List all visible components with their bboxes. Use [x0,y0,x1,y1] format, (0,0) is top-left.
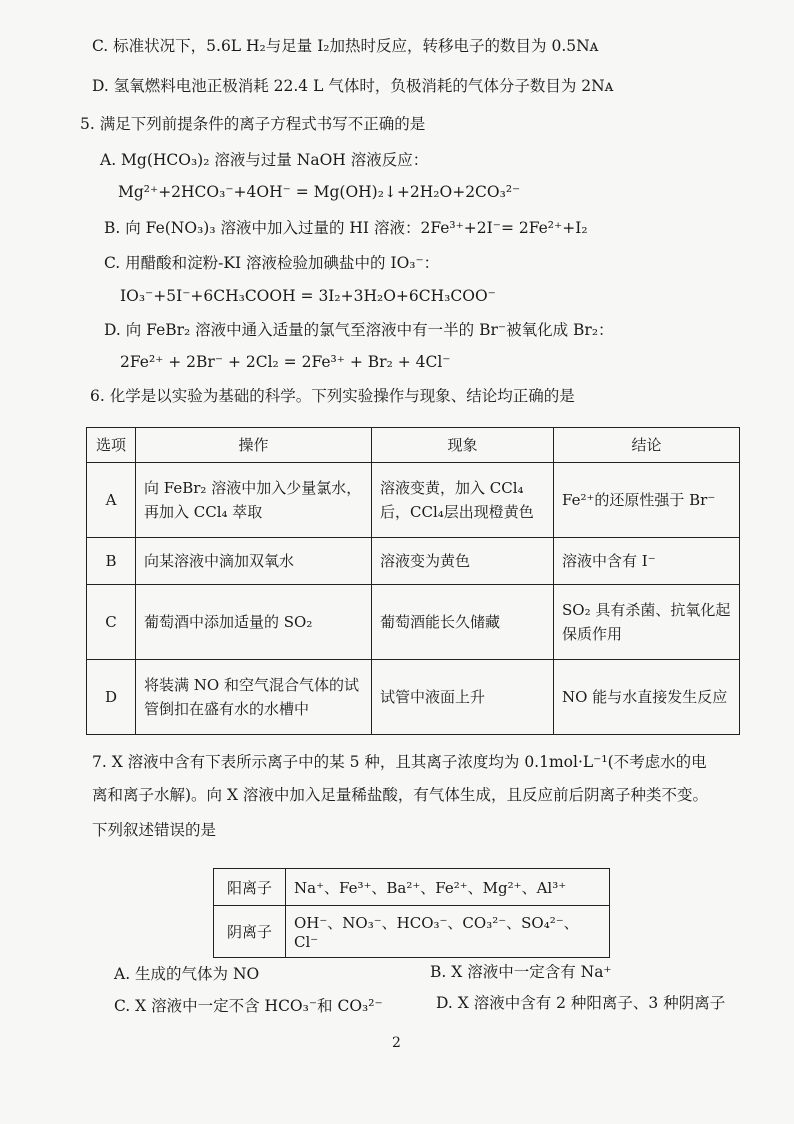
q7-option-a: A. 生成的气体为 NO [114,965,260,983]
row-operation: 葡萄酒中添加适量的 SO₂ [136,585,372,660]
row-option: A [87,463,136,538]
row-phenomenon: 试管中液面上升 [372,660,554,735]
q5-option-c-equation: IO₃⁻+5I⁻+6CH₃COOH = 3I₂+3H₂O+6CH₃COO⁻ [120,287,496,305]
row-operation: 向 FeBr₂ 溶液中加入少量氯水，再加入 CCl₄ 萃取 [136,463,372,538]
row-operation: 向某溶液中滴加双氧水 [136,538,372,585]
header-conclusion: 结论 [554,428,740,463]
q7-stem-line1: 7. X 溶液中含有下表所示离子中的某 5 种，且其离子浓度均为 0.1mol·L⁻¹(不考虑水的电 [92,753,707,771]
q4-option-d: D. 氢氧燃料电池正极消耗 22.4 L 气体时，负极消耗的气体分子数目为 2Nᴀ [92,77,614,95]
row-phenomenon: 溶液变黄，加入 CCl₄后，CCl₄层出现橙黄色 [372,463,554,538]
table-header-row [87,428,740,463]
q5-option-b: B. 向 Fe(NO₃)₃ 溶液中加入过量的 HI 溶液：2Fe³⁺+2I⁻= 2Fe²⁺+I₂ [104,219,588,237]
row-operation: 将装满 NO 和空气混合气体的试管倒扣在盛有水的水槽中 [136,660,372,735]
row-conclusion: NO 能与水直接发生反应 [554,660,740,735]
anion-label: 阴离子 [214,906,286,958]
q5-option-d-equation: 2Fe²⁺ + 2Br⁻ + 2Cl₂ = 2Fe³⁺ + Br₂ + 4Cl⁻ [120,353,451,371]
q5-option-a: A. Mg(HCO₃)₂ 溶液与过量 NaOH 溶液反应： [100,151,429,169]
anion-list: OH⁻、NO₃⁻、HCO₃⁻、CO₃²⁻、SO₄²⁻、Cl⁻ [286,906,610,958]
header-option: 选项 [87,428,136,463]
row-phenomenon: 溶液变为黄色 [372,538,554,585]
q7-option-b: B. X 溶液中一定含有 Na⁺ [430,963,612,981]
table-row [87,585,740,660]
q7-option-d: D. X 溶液中含有 2 种阳离子、3 种阴离子 [436,994,726,1012]
q6-experiment-table [86,427,740,735]
q5-option-c: C. 用醋酸和淀粉-KI 溶液检验加碘盐中的 IO₃⁻： [104,254,440,272]
table-row [214,869,610,906]
q7-option-c: C. X 溶液中一定不含 HCO₃⁻和 CO₃²⁻ [114,997,383,1015]
table-row [87,538,740,585]
table-row [87,463,740,538]
row-phenomenon: 葡萄酒能长久储藏 [372,585,554,660]
q7-stem-line2: 离和离子水解)。向 X 溶液中加入足量稀盐酸，有气体生成，且反应前后阴离子种类不变。 [92,786,708,804]
row-option: B [87,538,136,585]
q5-stem: 5. 满足下列前提条件的离子方程式书写不正确的是 [80,115,426,133]
cation-list: Na⁺、Fe³⁺、Ba²⁺、Fe²⁺、Mg²⁺、Al³⁺ [286,869,610,906]
q4-option-c: C. 标准状况下，5.6L H₂与足量 I₂加热时反应，转移电子的数目为 0.5Nᴀ [92,37,599,55]
q5-option-d: D. 向 FeBr₂ 溶液中通入适量的氯气至溶液中有一半的 Br⁻被氧化成 Br₂： [104,321,614,339]
page-number: 2 [392,1035,401,1051]
q5-option-a-equation: Mg²⁺+2HCO₃⁻+4OH⁻ = Mg(OH)₂↓+2H₂O+2CO₃²⁻ [118,183,521,201]
table-row [87,660,740,735]
q7-ion-table [213,868,610,958]
cation-label: 阳离子 [214,869,286,906]
row-conclusion: Fe²⁺的还原性强于 Br⁻ [554,463,740,538]
q6-stem: 6. 化学是以实验为基础的科学。下列实验操作与现象、结论均正确的是 [90,387,575,405]
q7-stem-line3: 下列叙述错误的是 [92,821,217,839]
row-conclusion: 溶液中含有 I⁻ [554,538,740,585]
row-option: C [87,585,136,660]
header-operation: 操作 [136,428,372,463]
header-phenomenon: 现象 [372,428,554,463]
table-row [214,906,610,958]
row-conclusion: SO₂ 具有杀菌、抗氧化起保质作用 [554,585,740,660]
row-option: D [87,660,136,735]
